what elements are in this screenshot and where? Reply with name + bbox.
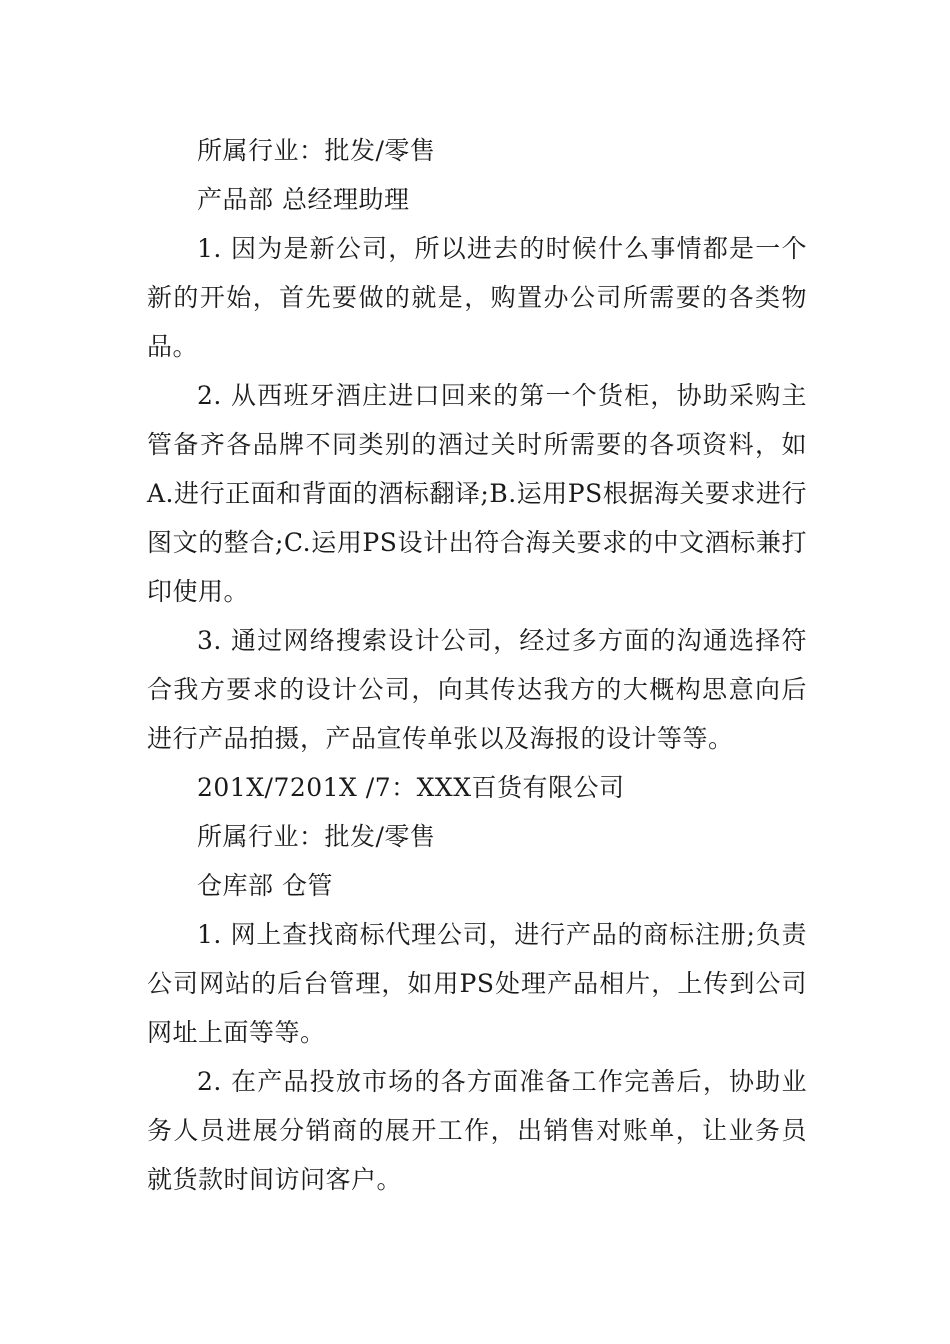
department-position-2: 仓库部 仓管 [197,871,333,900]
document-body [147,126,807,1204]
employment-period-line: 201X/7201X /7：XXX百货有限公司 [197,773,625,802]
duty-item-2: 2. 从西班牙酒庄进口回来的第一个货柜，协助采购主管备齐各品牌不同类别的酒过关时所需要的各项资料，如A.进行正面和背面的酒标翻译;B.运用PS根据海关要求进行图文的整合;C.运用PS设计出符合海关要求的中文酒标兼打印使用。 [147,381,807,606]
duty-item-4: 1. 网上查找商标代理公司，进行产品的商标注册;负责公司网站的后台管理，如用PS处理产品相片，上传到公司网址上面等等。 [147,920,807,1047]
department-position-1: 产品部 总经理助理 [197,185,410,214]
industry-line-1: 所属行业：批发/零售 [197,136,436,165]
industry-line-2: 所属行业：批发/零售 [197,822,436,851]
duty-item-5: 2. 在产品投放市场的各方面准备工作完善后，协助业务人员进展分销商的展开工作，出销售对账单，让业务员就货款时间访问客户。 [147,1067,807,1194]
duty-item-3: 3. 通过网络搜索设计公司，经过多方面的沟通选择符合我方要求的设计公司，向其传达我方的大概构思意向后进行产品拍摄，产品宣传单张以及海报的设计等等。 [147,626,807,753]
duty-item-1: 1. 因为是新公司，所以进去的时候什么事情都是一个新的开始，首先要做的就是，购置办公司所需要的各类物品。 [147,234,807,361]
